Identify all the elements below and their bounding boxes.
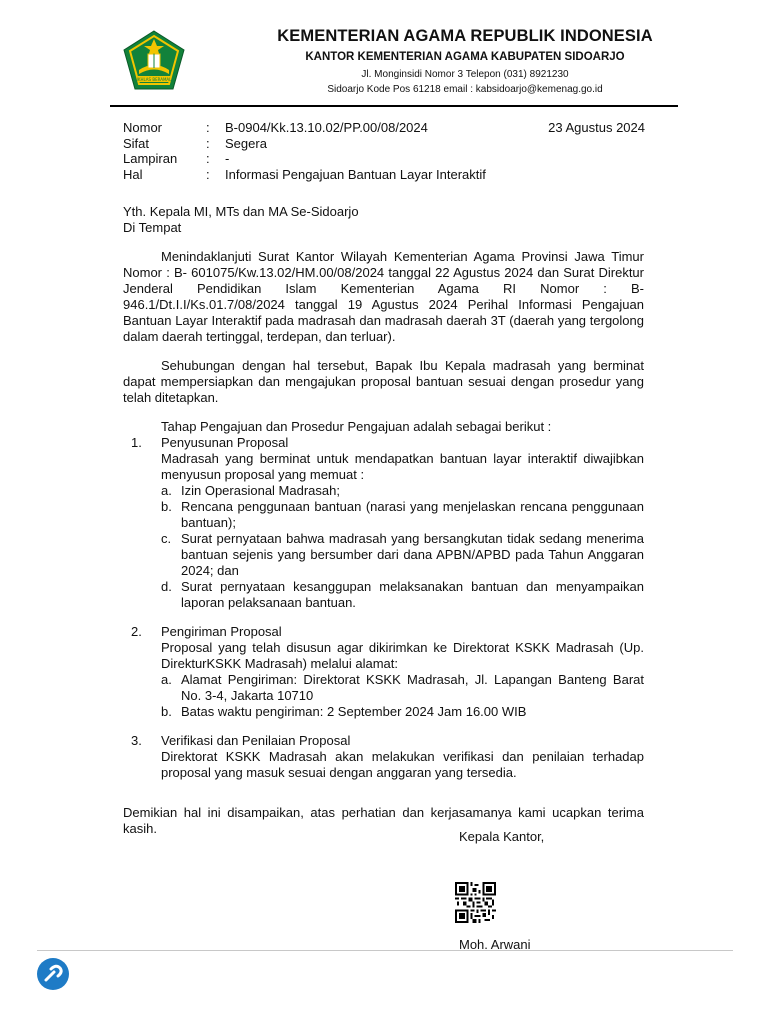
sub-item-letter: a. [161, 483, 172, 498]
paragraph-3: Tahap Pengajuan dan Prosedur Pengajuan adalah sebagai berikut : [161, 419, 552, 434]
sub-item [161, 499, 644, 531]
letterhead-rule [110, 105, 678, 107]
sub-item-text: Izin Operasional Madrasah; [181, 483, 340, 498]
sifat-value: Segera [225, 135, 267, 151]
sub-item-text: Surat pernyataan kesanggupan melaksanakan bantuan dan menyampaikan laporan pelaksanaan bantuan. [181, 579, 644, 610]
letterhead-address-1: Jl. Monginsidi Nomor 3 Telepon (031) 8921230 [361, 69, 569, 80]
lampiran-value: - [225, 151, 230, 166]
sub-item-text: Batas waktu pengiriman: 2 September 2024 Jam 16.00 WIB [181, 704, 527, 719]
sifat-label: Sifat [123, 135, 150, 151]
sub-item-text: Rencana penggunaan bantuan (narasi yang menjelaskan rencana penggunaan bantuan); [181, 499, 644, 530]
kemenag-logo [121, 30, 187, 92]
sub-item [161, 704, 644, 720]
kemenag-logo-icon [121, 30, 187, 92]
step-item [123, 624, 644, 720]
meta-hal [123, 167, 653, 183]
lampiran-colon: : [206, 151, 210, 166]
sub-item-letter: b. [161, 499, 172, 514]
nomor-colon: : [206, 120, 210, 135]
step-number: 1. [131, 435, 142, 450]
hal-colon: : [206, 166, 210, 182]
lampiran-label: Lampiran [123, 151, 178, 166]
meta-lampiran [123, 151, 653, 167]
sub-item-letter: c. [161, 531, 172, 546]
letter-date: 23 Agustus 2024 [548, 120, 645, 135]
sub-item-letter: d. [161, 579, 172, 594]
step-item [123, 733, 644, 781]
step-text: Direktorat KSKK Madrasah akan melakukan verifikasi dan penilaian terhadap proposal yang masuk sesuai dengan anggaran yang tersedia. [161, 749, 644, 780]
sub-item-letter: a. [161, 672, 172, 687]
nomor-label: Nomor [123, 120, 163, 135]
letterhead-address-2: Sidoarjo Kode Pos 61218 email : kabsidoarjo@kemenag.go.id [327, 84, 603, 95]
addressee [123, 204, 359, 236]
qr-code-graphic [455, 882, 496, 923]
step-title: Verifikasi dan Penilaian Proposal [161, 733, 351, 748]
sub-item-text: Alamat Pengiriman: Direktorat KSKK Madrasah, Jl. Lapangan Banteng Barat No. 3-4, Jakarta 10710 [181, 672, 644, 703]
signature-position: Kepala Kantor, [459, 829, 545, 844]
meta-sifat [123, 136, 653, 152]
step-title: Penyusunan Proposal [161, 435, 289, 450]
letter-meta [123, 120, 653, 182]
procedure-steps [123, 435, 644, 781]
sub-item-text: Surat pernyataan bahwa madrasah yang bersangkutan tidak sedang menerima bantuan sejenis yang bersumber dari dana APBN/APBD pada Tahun Anggaran 2024; dan [181, 531, 644, 578]
letter-body [123, 249, 644, 837]
sub-item [161, 672, 644, 704]
letterhead-subtitle: KANTOR KEMENTERIAN AGAMA KABUPATEN SIDOARJO [305, 51, 625, 63]
sifat-colon: : [206, 135, 210, 151]
meta-nomor [123, 120, 653, 136]
step-title: Pengiriman Proposal [161, 624, 282, 639]
step-number: 3. [131, 733, 142, 748]
scribd-logo-graphic [37, 958, 69, 990]
letterhead-title: KEMENTERIAN AGAMA REPUBLIK INDONESIA [277, 27, 653, 45]
addressee-line-1: Yth. Kepala MI, MTs dan MA Se-Sidoarjo [123, 204, 359, 219]
nomor-value: B-0904/Kk.13.10.02/PP.00/08/2024 [225, 120, 428, 135]
step-item [123, 435, 644, 611]
qr-code-icon [455, 882, 496, 923]
hal-label: Hal [123, 166, 143, 182]
scribd-logo-icon[interactable] [37, 958, 69, 990]
addressee-line-2: Di Tempat [123, 220, 182, 235]
signer-name: Moh. Arwani [459, 937, 531, 952]
sub-item [161, 531, 644, 579]
footer-divider [37, 950, 733, 951]
step-number: 2. [131, 624, 142, 639]
hal-value: Informasi Pengajuan Bantuan Layar Interaktif [225, 166, 486, 182]
sub-item [161, 483, 644, 499]
svg-text:IKHLAS BERAMAL: IKHLAS BERAMAL [136, 77, 172, 82]
step-text: Madrasah yang berminat untuk mendapatkan bantuan layar interaktif diwajibkan menyusun proposal yang memuat : [161, 451, 644, 482]
sub-item-letter: b. [161, 704, 172, 719]
closing-paragraph: Demikian hal ini disampaikan, atas perhatian dan kerjasamanya kami ucapkan terima kasih. [123, 805, 644, 836]
sub-item [161, 579, 644, 611]
paragraph-1: Menindaklanjuti Surat Kantor Wilayah Kementerian Agama Provinsi Jawa Timur Nomor : B- 601075/Kw.13.02/HM.00/08/2024 tanggal 22 Agustus 2024 dan Surat Direktur Jenderal Pendidikan Islam Kementerian Agama RI Nomor : B- 946.1/Dt.I.I/Ks.01.7/08/2024 tanggal 19 Agustus 2024 Perihal Informasi Pengajuan Bantuan Layar Interaktif pada madrasah dan madrasah daerah 3T (daerah yang tergolong dalam daerah tertinggal, terdepan, dan terluar). [123, 249, 644, 344]
step-text: Proposal yang telah disusun agar dikirimkan ke Direktorat KSKK Madrasah (Up. DirekturKSKK Madrasah) melalui alamat: [161, 640, 644, 671]
paragraph-2: Sehubungan dengan hal tersebut, Bapak Ibu Kepala madrasah yang berminat dapat mempersiapkan dan mengajukan proposal bantuan sesuai dengan prosedur yang telah ditetapkan. [123, 358, 644, 405]
